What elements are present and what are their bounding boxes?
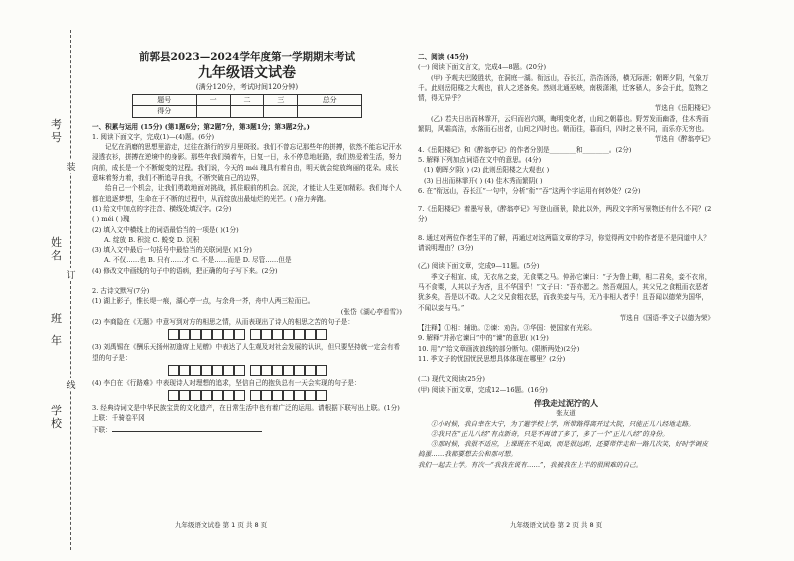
answer-boxes[interactable] [92, 329, 402, 340]
classical-text-a: (甲) 予观夫巴陵胜状，在洞庭一湖。衔远山，吞长江，浩浩汤汤，横无际涯；朝晖夕阴，气象万千。此则岳阳楼之大观也，前人之述备矣。然则北通巫峡，南极潇湘，迁客骚人，多会于此，览物之情，得无异乎？ [418, 73, 709, 103]
q1-sub: (3) 填入文中最后一句括号中最恰当的关联词是( )(1分) [92, 246, 252, 255]
couplet-second [92, 424, 402, 435]
source-b: 节选自《醉翁亭记》 [654, 135, 714, 144]
exam-title: 前郭县2023—2024学年度第一学期期末考试 [139, 51, 355, 63]
score-cell[interactable] [264, 106, 298, 117]
essay-para: ③那时候，我很不适应，上课既在不见面，而是很远距，还要带伴走和一路几次笑，好时学调皮捣蛋……我都要想去公和那可想。 [418, 440, 708, 459]
q3: 3. 经典诗词文是中华民族宝贵的文化遗产，在日常生活中也有着广泛的运用。请根据下联写出上联。(1分) [92, 404, 400, 413]
question: 7.《岳阳楼记》着墨写景，《醉翁亭记》写登山画景，除此以外，两段文字所写景物还有什么不同？(2分) [418, 205, 712, 224]
passage-para: 记忆在消磨的思想里游走，过往在渐行的岁月里斑驳。我们不曾忘记那些年的拼搏，依然不能忘记汗水浸透衣衫，拼搏在逆境中的身影。那些年我们骑着车，日复一日，永不停息地赶路，我们热爱着生活，努力向前，成长是一个不断蜕变的过程。我们说，今天的 méi 瑰具有着自由，明天就会绽放绚丽的花朵。成长意味着努力着，我们不断追寻自我，不断突破自己的边界， [92, 143, 402, 183]
couplet-second-label: 下联： [92, 425, 112, 434]
score-header-cell: 总分 [298, 95, 362, 106]
q1-sub: ( ) méi ( )瑰 [92, 215, 130, 224]
essay-para: ①小时候，我自幸在大宁，为了避学校上学，所带路得离开过大院，只能正儿八经地走路。 [431, 419, 695, 428]
exam-subtitle: 九年级语文试卷 [198, 65, 296, 81]
essay-author: 张友道 [556, 409, 576, 418]
school-label: 学校 [51, 404, 62, 430]
couplet-first-text: 千骑卷平冈 [111, 414, 145, 423]
q1-options: A. 绽放 B. 积淀 C. 蜕变 D. 沉积 [104, 235, 200, 244]
q2-intro: 2. 古诗文默写(7分) [92, 287, 150, 296]
binding-mark-ding: 订 [66, 268, 76, 281]
binding-margin [0, 0, 92, 561]
question-sub: (1) 朝晖夕阴( ) (2) 此则岳阳楼之大观也( ) [424, 166, 550, 175]
question: 4.《岳阳楼记》和《醉翁亭记》的作者分别是________和________。(2分) [418, 145, 632, 154]
part1-heading: 一、积累与运用 (15分) (第1题6分；第2题7分，第3题1分；第3题2分。) [92, 122, 310, 131]
classical-text-c: 季文子相宣、成，无衣帛之妾，无食粟之马。仲孙它谏曰：“子为鲁上卿，相二君矣，妾不衣帛，马不食粟，人其以子为吝，且不华国乎！”文子曰：“吾亦愿之。然吾观国人，其父兄之食粗而衣恶者犹多矣，吾是以不敢。人之父兄食粗衣恶，而我美妾与马，无乃非相人者乎！且吾闻以德荣为国华，不闻以妾与马。” [418, 272, 712, 312]
source-a: 节选自《岳阳楼记》 [654, 104, 714, 113]
exam-note: (满分120分，考试时间120分钟) [195, 83, 299, 91]
score-header-cell: 题号 [133, 95, 197, 106]
page-footer-right: 九年级语文试卷 第 2 页 共 8 页 [510, 521, 603, 529]
essay-para: 我们一起去上学。有次一“我我在说有……”，我被我在上半的很困难的自己。 [418, 460, 643, 469]
part2-sub-c: (二) 现代文阅读(25分) [418, 375, 485, 384]
binding-line [70, 30, 71, 550]
couplet-first [92, 413, 402, 423]
score-table [132, 94, 362, 118]
part2-sub-b: (乙) 阅读下面文章，完成9—11题。(5分) [418, 262, 540, 271]
binding-mark-xian: 线 [66, 378, 76, 391]
couplet-first-label: 上联： [92, 414, 112, 423]
q1-intro: 1. 阅读下面文字，完成(1)—(4)题。(6分) [92, 132, 215, 141]
q2-item: (4) 李白在《行路难》中表现诗人对理想的追求，坚信自己的抱负总有一天会实现的句子是： [92, 378, 361, 387]
q2-item: (2) 李商隐在《无题》中意写到对方的相思之情，从而表现出了诗人的相思之苦的句子是： [92, 317, 354, 326]
score-header-cell: 一 [196, 95, 230, 106]
answer-boxes[interactable] [92, 365, 402, 376]
essay-title: 伴我走过泥泞的人 [534, 397, 598, 408]
grade-label: 年 [51, 334, 62, 347]
right-column [418, 50, 714, 470]
notes: 【注释】①相：辅助。②谏：劝告。③华国：使国家有光彩。 [418, 324, 597, 333]
essay-para: ②我只在“正儿八经”有点新奇，只是不再请了多了，多了一个“正儿八经”的身份。 [431, 429, 669, 438]
q2-source: (张岱《湖心亭看雪》) [340, 307, 402, 316]
question-sub: (3) 日出而林霏开( ) (4) 佳木秀而繁阴( ) [424, 176, 543, 185]
score-cell[interactable] [298, 106, 362, 117]
classical-text-b: (乙) 若夫日出而林霏开，云归而岩穴暝，晦明变化者，山间之朝暮也。野芳发而幽香，佳木秀而繁阴，风霜高洁，水落而石出者，山间之四时也。朝而往，暮而归，四时之景不同，而乐亦无穷也。 [418, 114, 709, 134]
score-row-label: 得分 [133, 106, 197, 117]
name-label: 姓名 [51, 236, 62, 262]
question: 11. 季文子的忧国忧民思想具体体现在哪里？(2分) [418, 355, 566, 364]
q2-item: (1) 湖上影子，惟长堤一痕，湖心亭一点，与余舟一芥，舟中人两三粒而已。 [92, 297, 315, 306]
question: 10. 用“/”给文章画波浪线的部分断句。(限断两处)(2分) [418, 344, 580, 353]
question: 9. 解释“并孙它谏曰”中的“谏”的意思( )(1分) [418, 334, 549, 343]
q1-sub: (2) 填入文中横线上的词语最恰当的一项是( )(1分) [92, 225, 239, 234]
part2-sub-c1: (甲) 阅读下面文章，完成12—16题。(16分) [418, 385, 548, 394]
q1-options: A. 不仅……也 B. 只有……才 C. 不是……而是 D. 尽管……但是 [104, 256, 292, 265]
couplet-answer-line[interactable] [112, 424, 262, 432]
score-cell[interactable] [230, 106, 264, 117]
q2-item: (3) 刘禹锡在《酬乐天扬州初逢席上见赠》中表达了人生观及对社会发展的认识，但只要坚持就一定会有希望的句子是： [92, 343, 401, 362]
passage-para: 给自己一个机会，让我们勇敢地面对挑战，抓住眼前的机会。沉淀，才能让人生更加精彩。我们每个人都在追逐梦想，生命在于不断的过程中，从而绽放出最灿烂的光芒。( )奋力奔跑。 [92, 184, 402, 203]
question: 8. 通过对两位作者生平的了解，再通过对这两篇文章的学习，你觉得两文中的作者是不是同道中人？请说明理由？(3分) [418, 233, 710, 253]
score-cell[interactable] [196, 106, 230, 117]
q1-sub: (1) 给文中加点的字注音、横线处填汉字。(2分) [92, 204, 232, 213]
left-column [92, 50, 402, 435]
part2-sub-a: (一) 阅读下面文言文，完成4—8题。(20分) [418, 63, 547, 72]
source-c: 节选自《国语·季文子以德为荣》 [619, 313, 714, 322]
score-header-cell: 三 [264, 95, 298, 106]
answer-boxes[interactable] [92, 390, 402, 401]
page-footer-left: 九年级语文试卷 第 1 页 共 8 页 [175, 521, 268, 529]
score-header-cell: 二 [230, 95, 264, 106]
binding-mark-zhuang: 装 [66, 160, 76, 173]
question: 6. 在“衔远山，吞长江”一句中，分析“衔”“吞”这两个字运用有何妙处？(2分) [418, 186, 641, 195]
class-label: 班 [51, 312, 62, 325]
part2-heading: 二、阅读 (45分) [418, 53, 469, 61]
exam-number-label: 考号 [51, 118, 62, 144]
question: 5. 解释下列加点词语在文中的意思。(4分) [418, 155, 542, 164]
q1-sub: (4) 修改文中画线的句子中的语病，把正确的句子写下来。(2分) [92, 266, 278, 275]
